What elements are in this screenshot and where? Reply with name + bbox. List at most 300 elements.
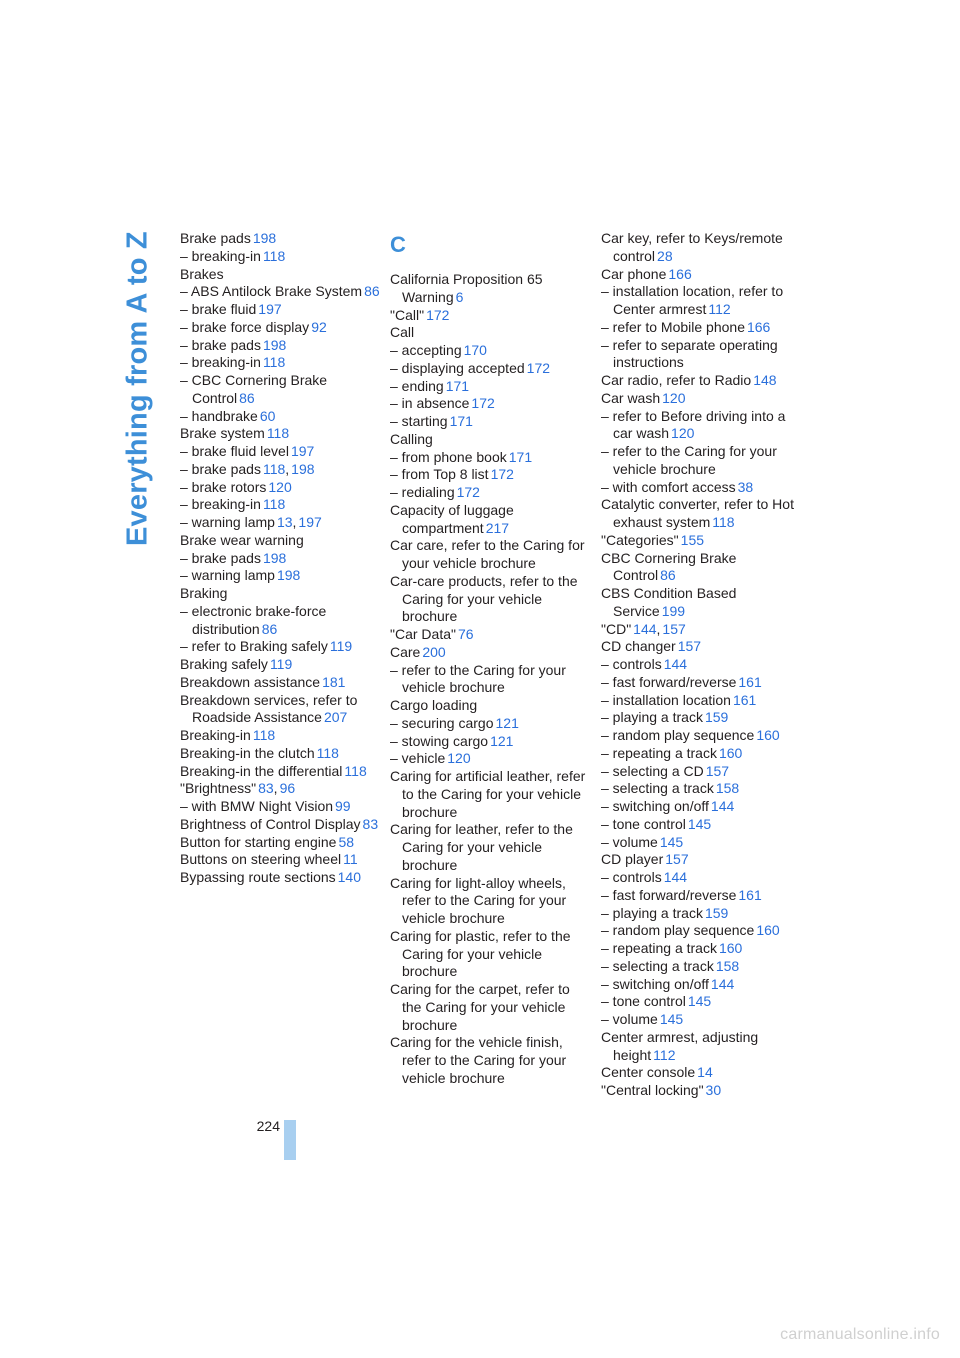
page-reference-link[interactable]: 199 <box>661 602 686 619</box>
index-entry-text: Braking <box>180 585 228 601</box>
index-entry <box>601 621 801 639</box>
page-reference-link[interactable]: 160 <box>756 727 780 743</box>
page-reference-link[interactable]: 198 <box>252 230 277 246</box>
index-entry-text: Bypassing route sections <box>180 869 336 885</box>
index-entry-text: – breaking-in <box>180 496 261 513</box>
index-column-2 <box>390 230 590 1088</box>
index-entry <box>390 466 590 484</box>
index-entry <box>601 887 801 905</box>
index-entry-text: – brake pads <box>180 336 261 353</box>
index-entry <box>390 697 590 715</box>
page-reference-link[interactable]: 158 <box>715 780 740 797</box>
page-reference-link[interactable]: 144 <box>710 798 735 814</box>
index-entry-text: Caring for plastic, refer to the Caring for your vehicle brochure <box>390 927 571 980</box>
page-reference-link[interactable]: 60 <box>259 407 276 424</box>
index-entry <box>180 745 380 763</box>
index-entry <box>601 851 801 869</box>
page-reference-link[interactable]: 172 <box>471 395 495 412</box>
section-letter-heading: C <box>390 232 406 257</box>
index-entry <box>601 1011 801 1029</box>
index-entry <box>601 372 801 390</box>
index-entry <box>601 940 801 958</box>
page-reference-link[interactable]: 118 <box>344 762 367 779</box>
page-reference-link[interactable]: 144 <box>633 620 657 637</box>
page-reference-link[interactable]: 11 <box>343 851 358 868</box>
index-entry-text: – tone control <box>601 993 686 1010</box>
index-entry-text: – random play sequence <box>601 727 755 743</box>
index-entry-text: – selecting a CD <box>601 762 704 779</box>
index-entry-text: – accepting <box>390 342 462 358</box>
index-entry <box>390 733 590 751</box>
index-entry <box>390 537 590 573</box>
index-entry <box>180 603 380 639</box>
index-entry <box>180 425 380 443</box>
page-reference-link[interactable]: 161 <box>738 673 762 690</box>
page-reference-link[interactable]: 207 <box>323 709 348 726</box>
page-reference-link[interactable]: 197 <box>298 514 322 530</box>
index-entry <box>390 395 590 413</box>
page-reference-link[interactable]: 120 <box>671 425 695 442</box>
index-entry <box>601 1082 801 1100</box>
index-entry-text: – starting <box>390 413 448 429</box>
page-reference-link[interactable]: 198 <box>291 460 315 477</box>
index-entry <box>390 715 590 733</box>
index-entry <box>601 976 801 994</box>
index-entry-text: – switching on/off <box>601 975 709 992</box>
page-reference-link[interactable]: 144 <box>663 869 688 885</box>
page-reference-link[interactable]: 159 <box>704 709 729 726</box>
index-entry-text: – tone control <box>601 815 686 832</box>
index-entry <box>390 378 590 396</box>
index-entry <box>390 360 590 378</box>
index-entry-text: Caring for artificial leather, refer to the Caring for your vehicle brochure <box>390 768 586 820</box>
index-entry <box>601 319 801 337</box>
page-reference-link[interactable]: 112 <box>653 1046 676 1063</box>
page-reference-link[interactable]: 172 <box>490 466 514 483</box>
page-reference-link[interactable]: 121 <box>490 732 514 749</box>
page-reference-link[interactable]: 159 <box>704 904 729 921</box>
index-entry-text: Breaking-in the differential <box>180 762 343 779</box>
page-reference-link[interactable]: 112 <box>708 301 731 317</box>
index-entry-text: "Car Data" <box>390 626 456 642</box>
page-reference-link[interactable]: 119 <box>329 638 353 655</box>
page-reference-link[interactable]: 86 <box>239 389 255 406</box>
page-reference-link[interactable]: 145 <box>687 815 712 832</box>
index-entry-text: Buttons on steering wheel <box>180 851 342 868</box>
index-entry <box>601 727 801 745</box>
index-entry <box>180 266 380 284</box>
index-entry-text: – installation location <box>601 691 731 708</box>
index-entry-text: – displaying accepted <box>390 359 525 376</box>
index-entry <box>180 798 380 816</box>
index-entry <box>601 479 801 497</box>
index-entry <box>390 750 590 768</box>
ref-separator: , <box>292 514 297 530</box>
index-entry-text: – ending <box>390 377 444 394</box>
index-entry-text: – switching on/off <box>601 798 709 814</box>
page-reference-link[interactable]: 145 <box>659 833 684 850</box>
page-reference-link[interactable]: 158 <box>715 957 740 974</box>
index-entry-text: – brake force display <box>180 318 310 335</box>
index-entry <box>180 319 380 337</box>
page-reference-link[interactable]: 172 <box>426 306 450 323</box>
index-entry <box>601 443 801 479</box>
index-entry-text: CBS Condition Based Service <box>601 585 737 619</box>
index-entry-text: "CD" <box>601 620 632 637</box>
page-reference-link[interactable]: 181 <box>322 673 346 690</box>
page-reference-link[interactable]: 118 <box>266 425 290 442</box>
index-entry-text: – vehicle <box>390 750 446 767</box>
index-entry <box>180 283 380 301</box>
index-entry <box>601 993 801 1011</box>
index-entry-text: – refer to Braking safely <box>180 638 328 655</box>
index-entry-text: – brake pads <box>180 549 261 566</box>
page-reference-link[interactable]: 14 <box>697 1064 713 1081</box>
page-reference-link[interactable]: 30 <box>705 1082 722 1098</box>
ref-separator: , <box>285 460 290 477</box>
page-reference-link[interactable]: 160 <box>718 744 743 761</box>
page-reference-link[interactable]: 118 <box>712 514 735 530</box>
index-entry <box>390 502 590 538</box>
index-entry-text: CD changer <box>601 638 676 655</box>
index-entry <box>601 816 801 834</box>
index-entry-text: Caring for the vehicle finish, refer to the Caring for your vehicle brochure <box>390 1034 567 1086</box>
index-entry-text: Car radio, refer to Radio <box>601 372 752 388</box>
index-entry-text: – brake pads <box>180 460 261 477</box>
page-reference-link[interactable]: 172 <box>526 359 551 376</box>
index-entry <box>601 638 801 656</box>
page-reference-link[interactable]: 171 <box>449 413 473 429</box>
index-entry-text: – repeating a track <box>601 940 717 956</box>
index-entry-text: Braking safely <box>180 656 268 672</box>
index-entry-text: Care <box>390 643 421 660</box>
page-reference-link[interactable]: 160 <box>718 940 743 956</box>
index-entry-text: Caring for the carpet, refer to the Caring for your vehicle brochure <box>390 981 570 1033</box>
index-entry-text: Car-care products, refer to the Caring for your vehicle brochure <box>390 572 578 625</box>
index-entry <box>180 496 380 514</box>
index-entry-text: – warning lamp <box>180 514 275 530</box>
index-entry-text: – securing cargo <box>390 714 494 731</box>
index-entry-text: Breaking-in the clutch <box>180 744 315 761</box>
page-reference-link[interactable]: 83 <box>362 815 379 832</box>
page-reference-link[interactable]: 157 <box>665 851 689 868</box>
index-entry <box>601 763 801 781</box>
index-entry-text: – brake fluid level <box>180 443 289 459</box>
index-entry-text: Center console <box>601 1064 696 1081</box>
page-reference-link[interactable]: 171 <box>445 377 470 394</box>
index-entry <box>180 656 380 674</box>
page-number: 224 <box>256 1118 280 1134</box>
index-entry <box>180 674 380 692</box>
index-entry-text: – installation location, refer to Center armrest <box>601 283 784 317</box>
index-entry <box>601 532 801 550</box>
index-entry-text: Breakdown services, refer to Roadside Assistance <box>180 691 358 726</box>
ref-separator: , <box>273 780 278 797</box>
index-entry-text: – warning lamp <box>180 567 275 584</box>
index-entry-text: "Call" <box>390 306 425 323</box>
page-reference-link[interactable]: 92 <box>311 318 327 335</box>
index-entry <box>180 567 380 585</box>
page-reference-link[interactable]: 198 <box>276 567 301 584</box>
page-reference-link[interactable]: 166 <box>746 318 771 335</box>
page-reference-link[interactable]: 197 <box>290 443 315 459</box>
page-reference-link[interactable]: 148 <box>753 372 777 388</box>
index-entry-text: "Central locking" <box>601 1082 704 1098</box>
index-entry <box>390 307 590 325</box>
index-entry <box>390 644 590 662</box>
index-entry <box>601 798 801 816</box>
index-entry-text: Breakdown assistance <box>180 673 321 690</box>
index-entry-text: Brake pads <box>180 230 251 246</box>
index-entry <box>180 337 380 355</box>
index-entry <box>601 266 801 284</box>
index-entry-text: – from phone book <box>390 448 507 465</box>
index-entry <box>601 1064 801 1082</box>
index-entry <box>180 816 380 834</box>
index-entry <box>390 662 590 698</box>
index-entry <box>390 449 590 467</box>
page-reference-link[interactable]: 120 <box>662 389 686 406</box>
page-reference-link[interactable]: 86 <box>364 283 380 300</box>
page-reference-link[interactable]: 76 <box>457 626 474 642</box>
page-reference-link[interactable]: 170 <box>463 342 487 358</box>
watermark: carmanualsonline.info <box>780 1326 940 1343</box>
index-entry <box>601 780 801 798</box>
index-entry-text: Breaking-in <box>180 727 251 743</box>
index-entry-text: – volume <box>601 1011 658 1027</box>
index-entry <box>180 408 380 426</box>
index-entry <box>180 780 380 798</box>
page-reference-link[interactable]: 13 <box>276 514 293 530</box>
page-reference-link[interactable]: 38 <box>737 478 754 495</box>
index-entry-text: Cargo loading <box>390 697 478 713</box>
page-reference-link[interactable]: 161 <box>732 691 757 708</box>
page-reference-link[interactable]: 198 <box>262 549 287 566</box>
index-entry <box>390 484 590 502</box>
page-reference-link[interactable]: 83 <box>258 780 274 797</box>
index-entry <box>180 638 380 656</box>
page-reference-link[interactable]: 6 <box>455 288 464 305</box>
index-entry <box>180 230 380 248</box>
page-reference-link[interactable]: 118 <box>252 727 276 743</box>
page-reference-link[interactable]: 118 <box>262 460 286 477</box>
index-entry <box>180 301 380 319</box>
index-entry <box>180 763 380 781</box>
index-entry-text: California Proposition 65 Warning <box>390 271 543 305</box>
index-entry <box>180 479 380 497</box>
ref-separator: , <box>656 620 661 637</box>
index-entry <box>180 461 380 479</box>
index-entry-text: – refer to the Caring for your vehicle brochure <box>390 661 566 696</box>
page-reference-link[interactable]: 121 <box>495 714 519 731</box>
index-entry-text: – refer to the Caring for your vehicle brochure <box>601 443 777 477</box>
index-entry <box>180 248 380 266</box>
index-entry <box>390 413 590 431</box>
index-entry <box>390 981 590 1034</box>
page-reference-link[interactable]: 120 <box>447 750 471 767</box>
page-reference-link[interactable]: 96 <box>279 780 296 797</box>
index-entry <box>601 230 801 266</box>
index-entry <box>180 532 380 550</box>
index-entry-text: – fast forward/reverse <box>601 886 737 903</box>
page-reference-link[interactable]: 99 <box>335 798 351 814</box>
page-reference-link[interactable]: 119 <box>269 656 293 672</box>
page-reference-link[interactable]: 86 <box>660 567 676 584</box>
index-entry-text: Center armrest, adjusting height <box>601 1028 759 1063</box>
index-entry-text: – ABS Antilock Brake System <box>180 283 363 300</box>
page-reference-link[interactable]: 118 <box>262 496 286 513</box>
index-entry-text: Catalytic converter, refer to Hot exhaust system <box>601 496 794 530</box>
index-entry <box>390 768 590 821</box>
index-entry-text: Caring for light-alloy wheels, refer to the Caring for your vehicle brochure <box>390 874 567 926</box>
index-entry-text: – electronic brake-force distribution <box>180 602 327 637</box>
index-entry <box>601 390 801 408</box>
page-reference-link[interactable]: 58 <box>338 833 355 850</box>
page-reference-link[interactable]: 157 <box>677 638 702 655</box>
index-entry <box>390 271 590 307</box>
page-reference-link[interactable]: 155 <box>680 531 705 548</box>
index-entry-text: – playing a track <box>601 904 703 921</box>
index-entry-text: – brake fluid <box>180 301 257 317</box>
index-entry-text: Button for starting engine <box>180 833 337 850</box>
index-entry <box>180 372 380 408</box>
index-entry <box>180 443 380 461</box>
index-entry-text: Brakes <box>180 265 224 282</box>
index-entry <box>601 922 801 940</box>
index-column-1 <box>180 230 380 887</box>
index-entry <box>180 514 380 532</box>
index-entry <box>601 745 801 763</box>
index-entry-text: Caring for leather, refer to the Caring for your vehicle brochure <box>390 821 573 873</box>
index-entry <box>390 573 590 626</box>
page-reference-link[interactable]: 144 <box>663 656 688 672</box>
index-entry-text: "Categories" <box>601 531 679 548</box>
page-number-bar <box>284 1120 296 1160</box>
page-reference-link[interactable]: 197 <box>258 301 282 317</box>
index-entry <box>601 958 801 976</box>
page-reference-link[interactable]: 157 <box>662 620 686 637</box>
index-entry-text: – breaking-in <box>180 247 261 264</box>
page-reference-link[interactable]: 145 <box>659 1011 684 1027</box>
index-entry-text: – refer to Mobile phone <box>601 318 745 335</box>
index-entry <box>390 928 590 981</box>
index-entry <box>180 354 380 372</box>
index-entry <box>390 626 590 644</box>
index-entry-text: – stowing cargo <box>390 732 489 749</box>
index-entry <box>601 656 801 674</box>
index-entry-text: – selecting a track <box>601 957 714 974</box>
index-entry <box>390 324 590 342</box>
index-entry <box>601 692 801 710</box>
index-entry-text: – fast forward/reverse <box>601 673 737 690</box>
index-entry-text: Brake system <box>180 425 265 442</box>
side-section-title: Everything from A to Z <box>121 231 154 547</box>
index-entry <box>601 674 801 692</box>
page-reference-link[interactable]: 145 <box>687 993 712 1010</box>
page-reference-link[interactable]: 160 <box>756 922 780 939</box>
index-entry <box>180 550 380 568</box>
index-entry-text: CD player <box>601 851 664 868</box>
index-entry-text: – in absence <box>390 395 470 412</box>
index-entry-text: Capacity of luggage compartment <box>390 501 514 536</box>
index-entry-text: – refer to Before driving into a car wash <box>601 407 786 442</box>
index-entry-text: Calling <box>390 430 433 447</box>
index-entry-text: Car phone <box>601 265 667 282</box>
index-entry <box>601 834 801 852</box>
index-entry <box>601 1029 801 1065</box>
index-entry-text: – refer to separate operating instructions <box>601 336 778 371</box>
index-entry <box>390 875 590 928</box>
index-entry-text: – random play sequence <box>601 922 755 939</box>
index-entry <box>390 431 590 449</box>
page-reference-link[interactable]: 200 <box>422 643 446 660</box>
index-entry-text: – with comfort access <box>601 478 736 495</box>
page-reference-link[interactable]: 118 <box>316 744 339 761</box>
page-reference-link[interactable]: 28 <box>657 247 673 264</box>
index-entry <box>180 869 380 887</box>
page-reference-link[interactable]: 171 <box>508 448 533 465</box>
page-reference-link[interactable]: 161 <box>738 886 762 903</box>
page-reference-link[interactable]: 120 <box>268 478 292 495</box>
index-entry <box>390 342 590 360</box>
index-entry-text: – from Top 8 list <box>390 466 489 483</box>
index-entry-text: – handbrake <box>180 407 258 424</box>
index-entry-text: Brightness of Control Display <box>180 815 361 832</box>
index-entry-text: – brake rotors <box>180 478 267 495</box>
index-column-3 <box>601 230 801 1100</box>
index-entry-text: Car wash <box>601 389 661 406</box>
index-entry <box>601 496 801 532</box>
index-entry <box>601 408 801 444</box>
index-entry-text: – CBC Cornering Brake Control <box>180 372 328 406</box>
index-entry <box>180 727 380 745</box>
index-entry-text: Call <box>390 324 415 341</box>
index-entry <box>180 692 380 728</box>
index-entry <box>180 834 380 852</box>
page-reference-link[interactable]: 172 <box>456 484 480 500</box>
page-reference-link[interactable]: 140 <box>337 869 361 885</box>
index-entry-text: – with BMW Night Vision <box>180 798 334 814</box>
index-entry <box>180 585 380 603</box>
index-entry <box>601 869 801 887</box>
page-reference-link[interactable]: 144 <box>710 975 735 992</box>
index-entry-text: – volume <box>601 833 658 850</box>
index-entry-text: – redialing <box>390 484 455 500</box>
index-entry <box>180 851 380 869</box>
page-reference-link[interactable]: 157 <box>705 762 730 779</box>
index-entry <box>601 585 801 621</box>
page-reference-link[interactable]: 198 <box>262 336 287 353</box>
page-reference-link[interactable]: 118 <box>262 247 286 264</box>
index-entry <box>601 550 801 586</box>
index-entry-text: Car care, refer to the Caring for your vehicle brochure <box>390 537 585 571</box>
index-entry <box>601 337 801 373</box>
index-entry-text: Brake wear warning <box>180 531 304 548</box>
index-entry-text: Car key, refer to Keys/remote control <box>601 230 783 264</box>
index-entry-text: – breaking-in <box>180 354 261 371</box>
page-reference-link[interactable]: 166 <box>668 265 692 282</box>
index-entry-text: – controls <box>601 869 662 885</box>
index-entry <box>390 1034 590 1087</box>
page-reference-link[interactable]: 86 <box>261 620 278 637</box>
index-entry-text: – controls <box>601 656 662 672</box>
index-entry <box>601 283 801 319</box>
page-reference-link[interactable]: 217 <box>485 519 510 536</box>
index-entry-text: – selecting a track <box>601 780 714 797</box>
index-entry <box>601 905 801 923</box>
page-reference-link[interactable]: 118 <box>262 354 286 371</box>
index-entry-text: "Brightness" <box>180 780 257 797</box>
